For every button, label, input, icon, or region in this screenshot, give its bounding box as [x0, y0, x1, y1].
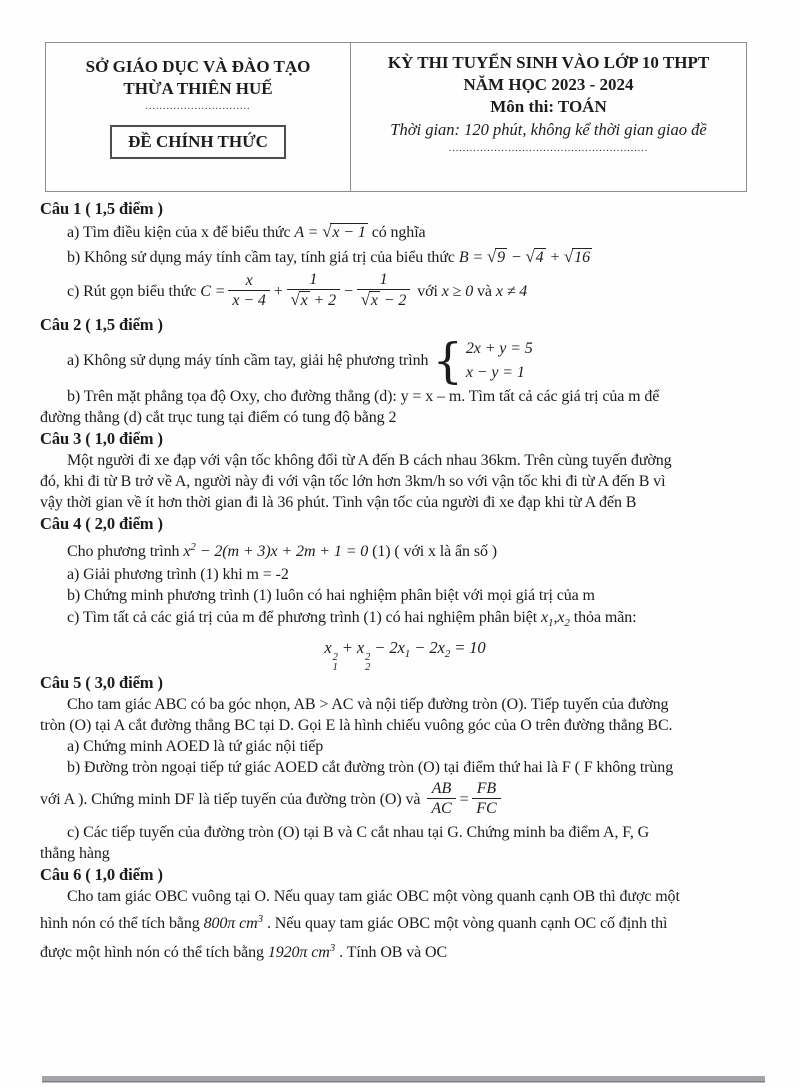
q6-line2-post: . Nếu quay tam giác OBC một vòng quanh cạnh OC cố định thì [263, 915, 668, 932]
q6-line3 [40, 936, 770, 965]
q5-b-fraction-2 [472, 779, 500, 818]
q1-b-formula-lhs: B = [458, 249, 487, 266]
fraction-denominator: x − 4 [228, 290, 269, 310]
q1-b-radicand-1: 9 [497, 249, 506, 266]
q1-b-radicand-2: 4 [535, 249, 544, 266]
q4-item-b: b) Chứng minh phương trình (1) luôn có hai nghiệm phân biệt với mọi giá trị của m [67, 587, 595, 604]
q4-c-comma: , [553, 609, 558, 626]
q1-a-formula-lhs: A = [294, 224, 323, 241]
q5-intro-line1: Cho tam giác ABC có ba góc nhọn, AB > AC và nội tiếp đường tròn (O). Tiếp tuyến của đường [67, 696, 669, 713]
q1-c-fraction-1 [228, 271, 269, 310]
q4-item-c [40, 606, 770, 635]
exam-subject: Môn thi: TOÁN [490, 97, 607, 116]
q5-item-c-line2: thẳng hàng [40, 845, 110, 862]
q2-item-a [40, 333, 770, 390]
q1-c-den3-rest: − 2 [379, 292, 407, 310]
q1-b-sqrt-1 [487, 249, 507, 266]
q1-c-den2-radicand: x [300, 292, 308, 310]
header-table [45, 42, 747, 192]
page-bottom-scan-edge [42, 1076, 765, 1081]
eq-term1-sub: 1 [332, 661, 338, 673]
q2-item-b-line1: b) Trên mặt phẳng tọa độ Oxy, cho đường thẳng (d): y = x – m. Tìm tất cả các giá trị của m để [67, 388, 660, 405]
q3-heading: Câu 3 ( 1,0 điểm ) [40, 429, 163, 448]
q3-line2: đó, khi đi từ B trở về A, người này đi với vận tốc lớn hơn 3km/h so với vận tốc khi đi từ A đến B vì [40, 473, 666, 490]
q6-volume-2: 1920π cm [267, 944, 330, 961]
system-equation-2: x − y = 1 [465, 364, 525, 382]
q5-item-c-line1: c) Các tiếp tuyến của đường tròn (O) tại B và C cắt nhau tại G. Chứng minh ba điểm A, F, G [67, 824, 650, 841]
department-name-line2: THỪA THIÊN HUẾ [123, 79, 273, 98]
q4-intro-text: Cho phương trình [67, 543, 184, 560]
q4-equation-base: x [183, 543, 191, 560]
official-exam-stamp-wrap [46, 113, 350, 159]
q1-a-radicand: x − 1 [332, 224, 366, 241]
q5-b-text: với A ). Chứng minh DF là tiếp tuyến của đường tròn (O) và [40, 791, 425, 808]
q4-equation-exponent: 2 [190, 541, 196, 553]
eq-term4: − 2x [410, 638, 445, 657]
q4-condition-equation [40, 635, 770, 672]
eq-term2-sub: 2 [365, 661, 371, 673]
q1-b-operator-2: + [545, 249, 565, 266]
q1-c-mid-text: với [413, 283, 442, 300]
q4-equation-tag: (1) [368, 543, 395, 560]
q1-c-mid-text-2: và [473, 283, 496, 300]
q4-intro-post: ( với x là ẩn số ) [394, 543, 498, 560]
q5-b-fraction-1 [427, 779, 455, 818]
q1-c-condition-2: x ≠ 4 [495, 283, 528, 300]
q4-c-x2-subscript: 2 [564, 617, 570, 629]
q1-b-radicand-3: 16 [574, 249, 590, 266]
q1-c-condition-1: x ≥ 0 [441, 283, 474, 300]
q1-a-post: có nghĩa [367, 224, 426, 241]
header-right-cell [351, 43, 746, 191]
q5-item-a: a) Chứng minh AOED là tứ giác nội tiếp [67, 738, 324, 755]
q5-heading: Câu 5 ( 3,0 điểm ) [40, 673, 163, 692]
q4-c-x1: x [540, 609, 548, 626]
q1-c-den3-radicand: x [370, 292, 378, 310]
q2-item-b-line2: đường thẳng (d) cắt trục tung tại điểm có tung độ bằng 2 [40, 409, 397, 426]
q1-item-a [40, 220, 770, 244]
fraction-denominator [357, 289, 411, 310]
q1-c-den2-sqrt [291, 292, 310, 309]
exam-body [40, 198, 770, 965]
fraction-denominator: AC [427, 798, 455, 818]
q6-heading: Câu 6 ( 1,0 điểm ) [40, 865, 163, 884]
q1-a-text: a) Tìm điều kiện của x để biểu thức [67, 224, 295, 241]
q1-c-fraction-3 [357, 270, 411, 310]
q3-line1: Một người đi xe đạp với vận tốc không đổi từ A đến B cách nhau 36km. Trên cùng tuyến đường [67, 452, 672, 469]
q1-c-formula-lhs: C = [200, 283, 226, 300]
radical-sign: √ [564, 247, 574, 266]
q4-c-x1-subscript: 1 [547, 617, 554, 629]
q1-c-text: c) Rút gọn biểu thức [67, 283, 201, 300]
fraction-numerator: FB [476, 779, 497, 797]
q1-b-operator-1: − [507, 249, 526, 266]
fraction-numerator: 1 [379, 271, 388, 289]
q1-b-text: b) Không sử dụng máy tính cầm tay, tính giá trị của biểu thức [67, 249, 459, 266]
fraction-numerator: 1 [309, 271, 318, 289]
q6-line2 [40, 907, 770, 936]
q4-c-x2: x [557, 609, 565, 626]
q5-item-b-line1: b) Đường tròn ngoại tiếp tứ giác AOED cắt đường tròn (O) tại điểm thứ hai là F ( F không trùng [67, 759, 674, 776]
eq-term3: − 2x [370, 638, 405, 657]
department-name-line1: SỞ GIÁO DỤC VÀ ĐÀO TẠO [85, 57, 311, 76]
q6-volume-1-exponent: 3 [257, 913, 264, 925]
fraction-denominator: FC [472, 798, 500, 818]
q6-line1: Cho tam giác OBC vuông tại O. Nếu quay tam giác OBC một vòng quanh cạnh OB thì được một [67, 888, 680, 905]
q1-item-b [40, 244, 770, 270]
eq-term2-sup: 2 [365, 652, 371, 663]
q1-c-den2-rest: + 2 [309, 292, 337, 310]
q1-b-sqrt-2 [526, 249, 546, 266]
q4-equation-rest: − 2(m + 3)x + 2m + 1 = 0 [195, 543, 369, 560]
q2-a-equation-system [432, 333, 533, 390]
q4-intro [40, 535, 770, 564]
system-brace: { [432, 333, 463, 390]
fraction-numerator: x [245, 271, 253, 289]
radical-sign: √ [322, 222, 332, 241]
q2-a-text: a) Không sử dụng máy tính cầm tay, giải hệ phương trình [67, 352, 429, 369]
q1-c-operator-2: − [343, 283, 354, 300]
exam-school-year: NĂM HỌC 2023 - 2024 [463, 75, 634, 94]
q1-a-sqrt [322, 224, 368, 241]
exam-duration: Thời gian: 120 phút, không kể thời gian giao đề [390, 120, 707, 139]
q6-volume-1: 800π cm [203, 915, 258, 932]
eq-term1: x [324, 638, 332, 657]
eq-term4-sub: 2 [444, 648, 451, 660]
q6-line3-post: . Tính OB và OC [335, 944, 448, 961]
eq-op1: + [337, 638, 357, 657]
radical-sign: √ [486, 247, 497, 266]
header-left-cell [46, 43, 351, 191]
q4-c-text: c) Tìm tất cả các giá trị của m để phương trình (1) có hai nghiệm phân biệt [67, 609, 541, 626]
q1-b-sqrt-3 [564, 249, 592, 266]
eq-term2: x [356, 638, 365, 657]
q1-heading: Câu 1 ( 1,5 điểm ) [40, 199, 163, 218]
q4-c-post: thỏa mãn: [569, 609, 637, 626]
q6-volume-2-exponent: 3 [329, 942, 336, 954]
fraction-denominator [287, 289, 341, 310]
q1-c-fraction-2 [287, 270, 341, 310]
radical-sign: √ [360, 290, 370, 310]
q5-b-equals: = [458, 791, 470, 808]
q3-line3: vậy thời gian về ít hơn thời gian đi là 36 phút. Tình vận tốc của người đi xe đạp khi từ A đến B [40, 494, 637, 511]
q6-line2-text: hình nón có thể tích bằng [40, 915, 204, 932]
system-equation-1: 2x + y = 5 [465, 340, 533, 358]
fraction-numerator: AB [431, 779, 452, 797]
exam-title: KỲ THI TUYỂN SINH VÀO LỚP 10 THPT [387, 53, 710, 72]
system-equations [466, 337, 533, 385]
q1-item-c [40, 270, 770, 314]
eq-rhs: = 10 [450, 638, 486, 657]
q2-heading: Câu 2 ( 1,5 điểm ) [40, 315, 163, 334]
q4-heading: Câu 4 ( 2,0 điểm ) [40, 514, 163, 533]
q5-intro-line2: tròn (O) tại A cắt đường thẳng BC tại D. Gọi E là hình chiếu vuông góc của O trên đường thẳng BC. [40, 717, 673, 734]
eq-term1-sup: 2 [332, 652, 338, 663]
q5-item-b-line2 [40, 778, 770, 822]
q4-item-a: a) Giải phương trình (1) khi m = -2 [67, 566, 289, 583]
q1-c-operator-1: + [272, 283, 284, 300]
radical-sign: √ [525, 247, 535, 266]
q1-c-den3-sqrt [361, 292, 380, 309]
eq-term3-sub: 1 [404, 648, 411, 660]
header-left-divider-dots: .............................. [145, 101, 251, 112]
radical-sign: √ [290, 290, 300, 310]
official-exam-stamp: ĐỀ CHÍNH THỨC [110, 125, 286, 159]
q6-line3-text: được một hình nón có thể tích bằng [40, 944, 268, 961]
header-right-divider-dots: ......................................................... [448, 143, 649, 154]
